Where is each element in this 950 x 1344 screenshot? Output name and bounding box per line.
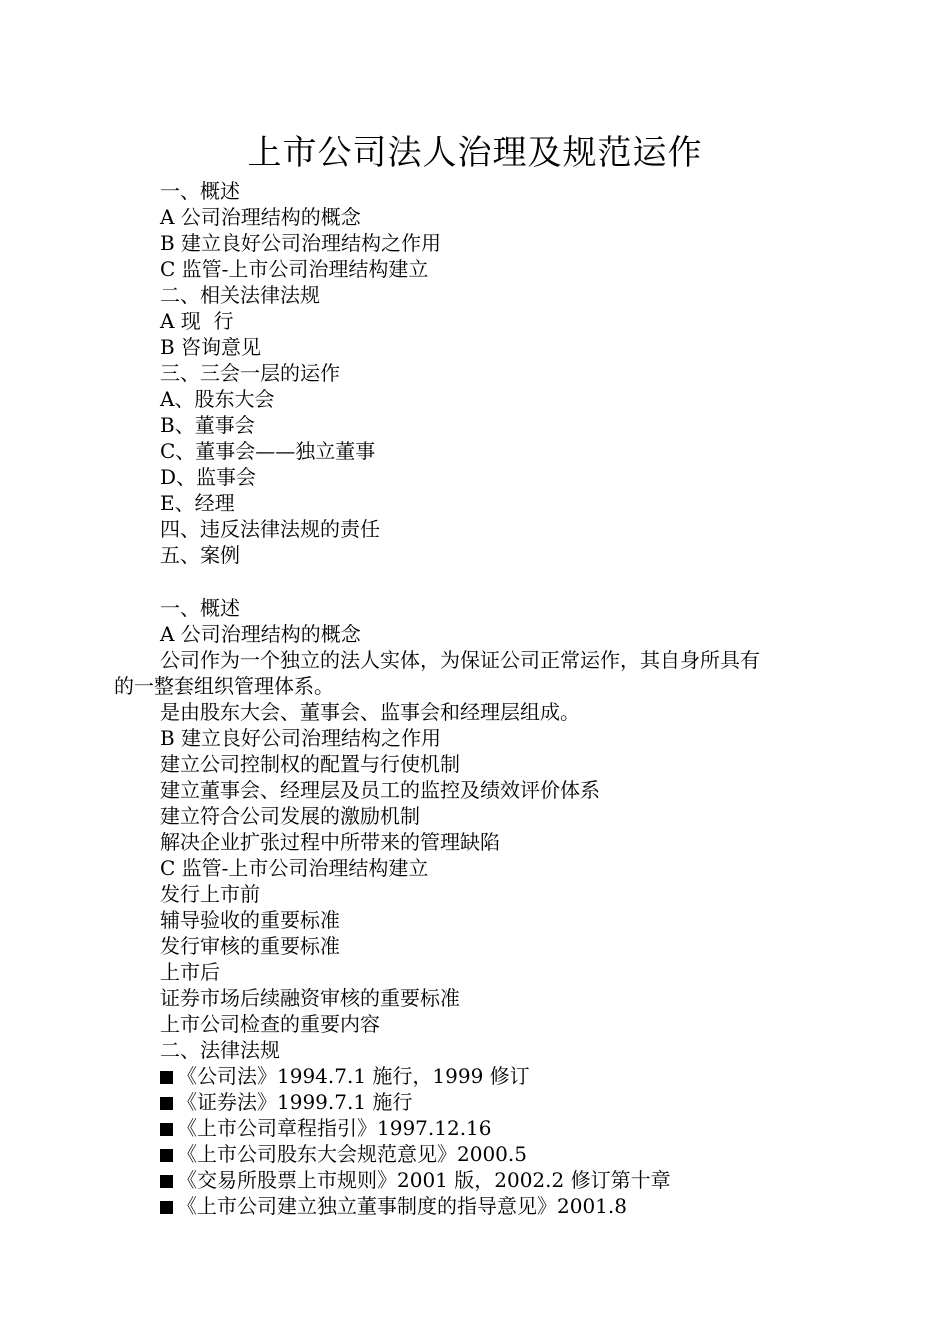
toc-item: C、董事会——独立董事 [160, 439, 376, 463]
law-title: 《公司法》1994.7.1 施行，1999 修订 [177, 1064, 530, 1088]
toc-item: C 监管-上市公司治理结构建立 [160, 257, 429, 281]
subsection-heading: C 监管-上市公司治理结构建立 [160, 856, 429, 880]
text-line: 解决企业扩张过程中所带来的管理缺陷 [160, 830, 500, 854]
subsection-heading: A 公司治理结构的概念 [160, 622, 361, 646]
square-bullet-icon [160, 1071, 173, 1084]
text-line: 建立符合公司发展的激励机制 [160, 804, 420, 828]
subsection-heading: B 建立良好公司治理结构之作用 [160, 726, 442, 750]
document-body [114, 595, 850, 1219]
law-title: 《交易所股票上市规则》2001 版，2002.2 修订第十章 [177, 1168, 671, 1192]
document-title: 上市公司法人治理及规范运作 [247, 133, 703, 173]
law-list-item [160, 1063, 850, 1089]
toc-item: 二、相关法律法规 [160, 283, 320, 307]
law-title: 《证券法》1999.7.1 施行 [177, 1090, 413, 1114]
toc-item: 四、违反法律法规的责任 [160, 517, 380, 541]
law-title: 《上市公司章程指引》1997.12.16 [177, 1116, 492, 1140]
square-bullet-icon [160, 1097, 173, 1110]
law-list-item [160, 1167, 850, 1193]
text-line: 发行审核的重要标准 [160, 934, 340, 958]
law-title: 《上市公司建立独立董事制度的指导意见》2001.8 [177, 1194, 627, 1218]
toc-item: 三、三会一层的运作 [160, 361, 340, 385]
toc-item: A 现 行 [160, 309, 234, 333]
paragraph-definition [114, 647, 850, 699]
law-list-item [160, 1089, 850, 1115]
law-list-item [160, 1141, 850, 1167]
paragraph-line: 的一整套组织管理体系。 [114, 674, 334, 698]
text-line: 是由股东大会、董事会、监事会和经理层组成。 [160, 700, 580, 724]
toc-item: B、董事会 [160, 413, 255, 437]
table-of-contents [160, 178, 850, 568]
square-bullet-icon [160, 1123, 173, 1136]
square-bullet-icon [160, 1201, 173, 1214]
square-bullet-icon [160, 1175, 173, 1188]
toc-item: B 咨询意见 [160, 335, 262, 359]
text-line: 发行上市前 [160, 882, 260, 906]
toc-item: 五、案例 [160, 543, 240, 567]
square-bullet-icon [160, 1149, 173, 1162]
paragraph-line: 公司作为一个独立的法人实体，为保证公司正常运作，其自身所具有 [160, 648, 760, 672]
section-heading: 二、法律法规 [160, 1038, 280, 1062]
toc-item: 一、概述 [160, 179, 240, 203]
text-line: 上市后 [160, 960, 220, 984]
toc-item: E、经理 [160, 491, 235, 515]
text-line: 建立公司控制权的配置与行使机制 [160, 752, 460, 776]
toc-item: A 公司治理结构的概念 [160, 205, 361, 229]
law-title: 《上市公司股东大会规范意见》2000.5 [177, 1142, 527, 1166]
text-line: 辅导验收的重要标准 [160, 908, 340, 932]
toc-item: D、监事会 [160, 465, 257, 489]
text-line: 上市公司检查的重要内容 [160, 1012, 380, 1036]
text-line: 证券市场后续融资审核的重要标准 [160, 986, 460, 1010]
law-list-item [160, 1115, 850, 1141]
law-list-item [160, 1193, 850, 1219]
toc-item: A、股东大会 [160, 387, 275, 411]
section-heading: 一、概述 [160, 596, 240, 620]
toc-item: B 建立良好公司治理结构之作用 [160, 231, 442, 255]
text-line: 建立董事会、经理层及员工的监控及绩效评价体系 [160, 778, 600, 802]
